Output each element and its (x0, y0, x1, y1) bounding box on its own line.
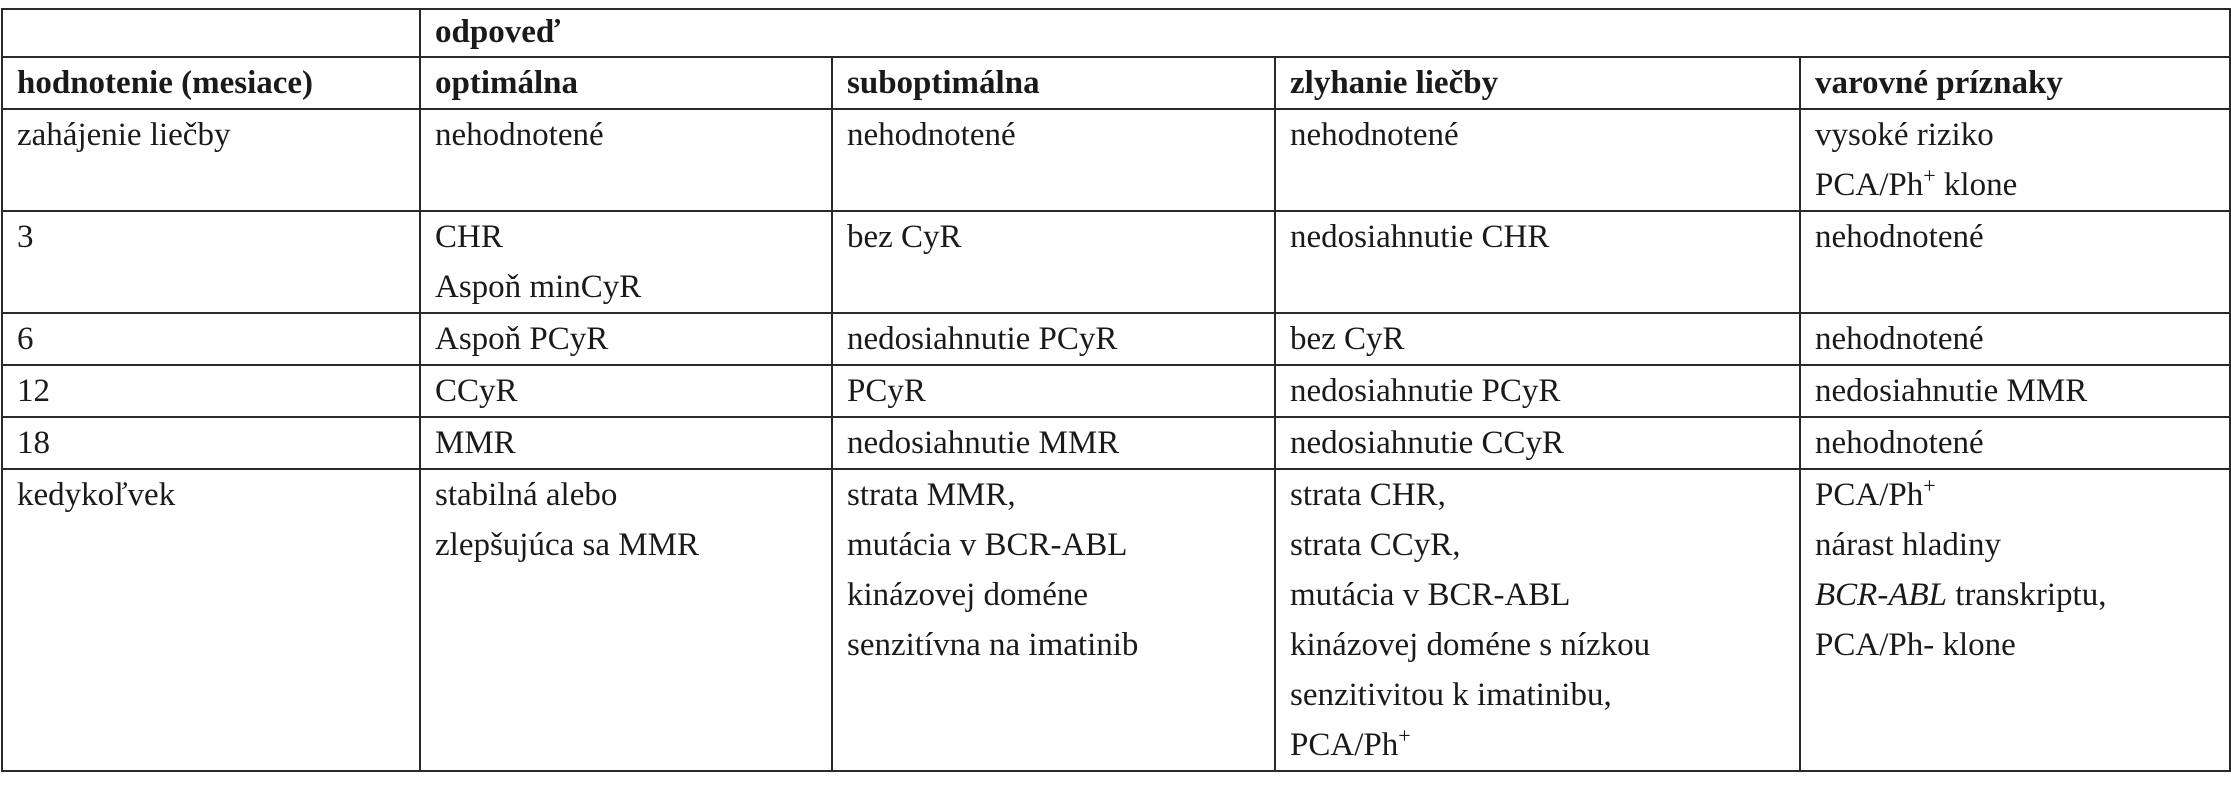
cell-suboptimal (832, 313, 1275, 365)
row-label: 6 (2, 313, 420, 365)
cell-line: PCA/Ph+ (1290, 723, 1411, 763)
row-label: 18 (2, 417, 420, 469)
cell-failure (1275, 109, 1800, 211)
cell-line: nedosiahnutie PCyR (1290, 373, 1561, 409)
cell-line: vysoké riziko (1815, 117, 1994, 153)
cell-line: strata CHR, (1290, 477, 1446, 513)
column-header-evaluation: hodnotenie (mesiace) (2, 57, 420, 109)
cell-suboptimal (832, 365, 1275, 417)
row-label: zahájenie liečby (2, 109, 420, 211)
cell-line: CHR (435, 219, 503, 255)
cell-line: strata MMR, (847, 477, 1016, 513)
column-header-optimal: optimálna (420, 57, 832, 109)
cell-line: mutácia v BCR-ABL (1290, 577, 1571, 613)
cell-warning (1800, 109, 2230, 211)
group-header-row (2, 9, 2230, 57)
cell-line: MMR (435, 425, 516, 461)
cell-failure (1275, 313, 1800, 365)
table-row (2, 109, 2230, 211)
cell-line: bez CyR (847, 219, 962, 255)
cell-line: nehodnotené (847, 117, 1016, 153)
column-header-failure: zlyhanie liečby (1275, 57, 1800, 109)
cell-line: nehodnotené (435, 117, 604, 153)
cell-line: PCA/Ph+ (1815, 473, 1936, 513)
cell-line: nedosiahnutie CHR (1290, 219, 1550, 255)
cell-line: kinázovej doméne s nízkou (1290, 627, 1651, 663)
cell-line: senzitivitou k imatinibu, (1290, 677, 1612, 713)
column-header-suboptimal: suboptimálna (832, 57, 1275, 109)
cell-line: strata CCyR, (1290, 527, 1461, 563)
cell-failure (1275, 211, 1800, 313)
cell-warning (1800, 313, 2230, 365)
cell-warning (1800, 211, 2230, 313)
cell-line: Aspoň minCyR (435, 269, 642, 305)
cell-line: PCA/Ph- klone (1815, 627, 2016, 663)
row-label: kedykoľvek (2, 469, 420, 771)
cell-line: PCA/Ph+ klone (1815, 163, 2018, 203)
cell-suboptimal (832, 109, 1275, 211)
response-table (1, 8, 2231, 772)
row-label: 12 (2, 365, 420, 417)
column-header-warning: varovné príznaky (1800, 57, 2230, 109)
cell-line: nehodnotené (1290, 117, 1459, 153)
cell-optimal (420, 211, 832, 313)
table-row (2, 365, 2230, 417)
cell-line: CCyR (435, 373, 518, 409)
cell-line: BCR-ABL transkriptu, (1815, 577, 2107, 613)
group-header-response: odpoveď (420, 9, 2230, 57)
cell-line: kinázovej doméne (847, 577, 1088, 613)
cell-warning (1800, 469, 2230, 771)
cell-line: senzitívna na imatinib (847, 627, 1139, 663)
empty-corner-cell (2, 9, 420, 57)
cell-optimal (420, 417, 832, 469)
cell-line: nedosiahnutie MMR (847, 425, 1120, 461)
cell-line: bez CyR (1290, 321, 1405, 357)
table-row (2, 211, 2230, 313)
cell-line: stabilná alebo (435, 477, 618, 513)
response-table-container (0, 8, 2231, 772)
table-row (2, 469, 2230, 771)
cell-line: nedosiahnutie PCyR (847, 321, 1118, 357)
cell-line: nehodnotené (1815, 219, 1984, 255)
cell-line: nehodnotené (1815, 321, 1984, 357)
cell-suboptimal (832, 469, 1275, 771)
cell-line: zlepšujúca sa MMR (435, 527, 699, 563)
cell-line: nárast hladiny (1815, 527, 2002, 563)
cell-optimal (420, 313, 832, 365)
cell-line: mutácia v BCR-ABL (847, 527, 1128, 563)
cell-line: nedosiahnutie CCyR (1290, 425, 1565, 461)
cell-line: nedosiahnutie MMR (1815, 373, 2088, 409)
table-row (2, 417, 2230, 469)
cell-failure (1275, 469, 1800, 771)
row-label: 3 (2, 211, 420, 313)
cell-warning (1800, 417, 2230, 469)
table-row (2, 313, 2230, 365)
cell-suboptimal (832, 211, 1275, 313)
cell-line: PCyR (847, 373, 926, 409)
cell-line: nehodnotené (1815, 425, 1984, 461)
cell-optimal (420, 365, 832, 417)
cell-suboptimal (832, 417, 1275, 469)
cell-warning (1800, 365, 2230, 417)
cell-failure (1275, 417, 1800, 469)
cell-failure (1275, 365, 1800, 417)
cell-line: Aspoň PCyR (435, 321, 609, 357)
cell-optimal (420, 109, 832, 211)
column-header-row (2, 57, 2230, 109)
cell-optimal (420, 469, 832, 771)
